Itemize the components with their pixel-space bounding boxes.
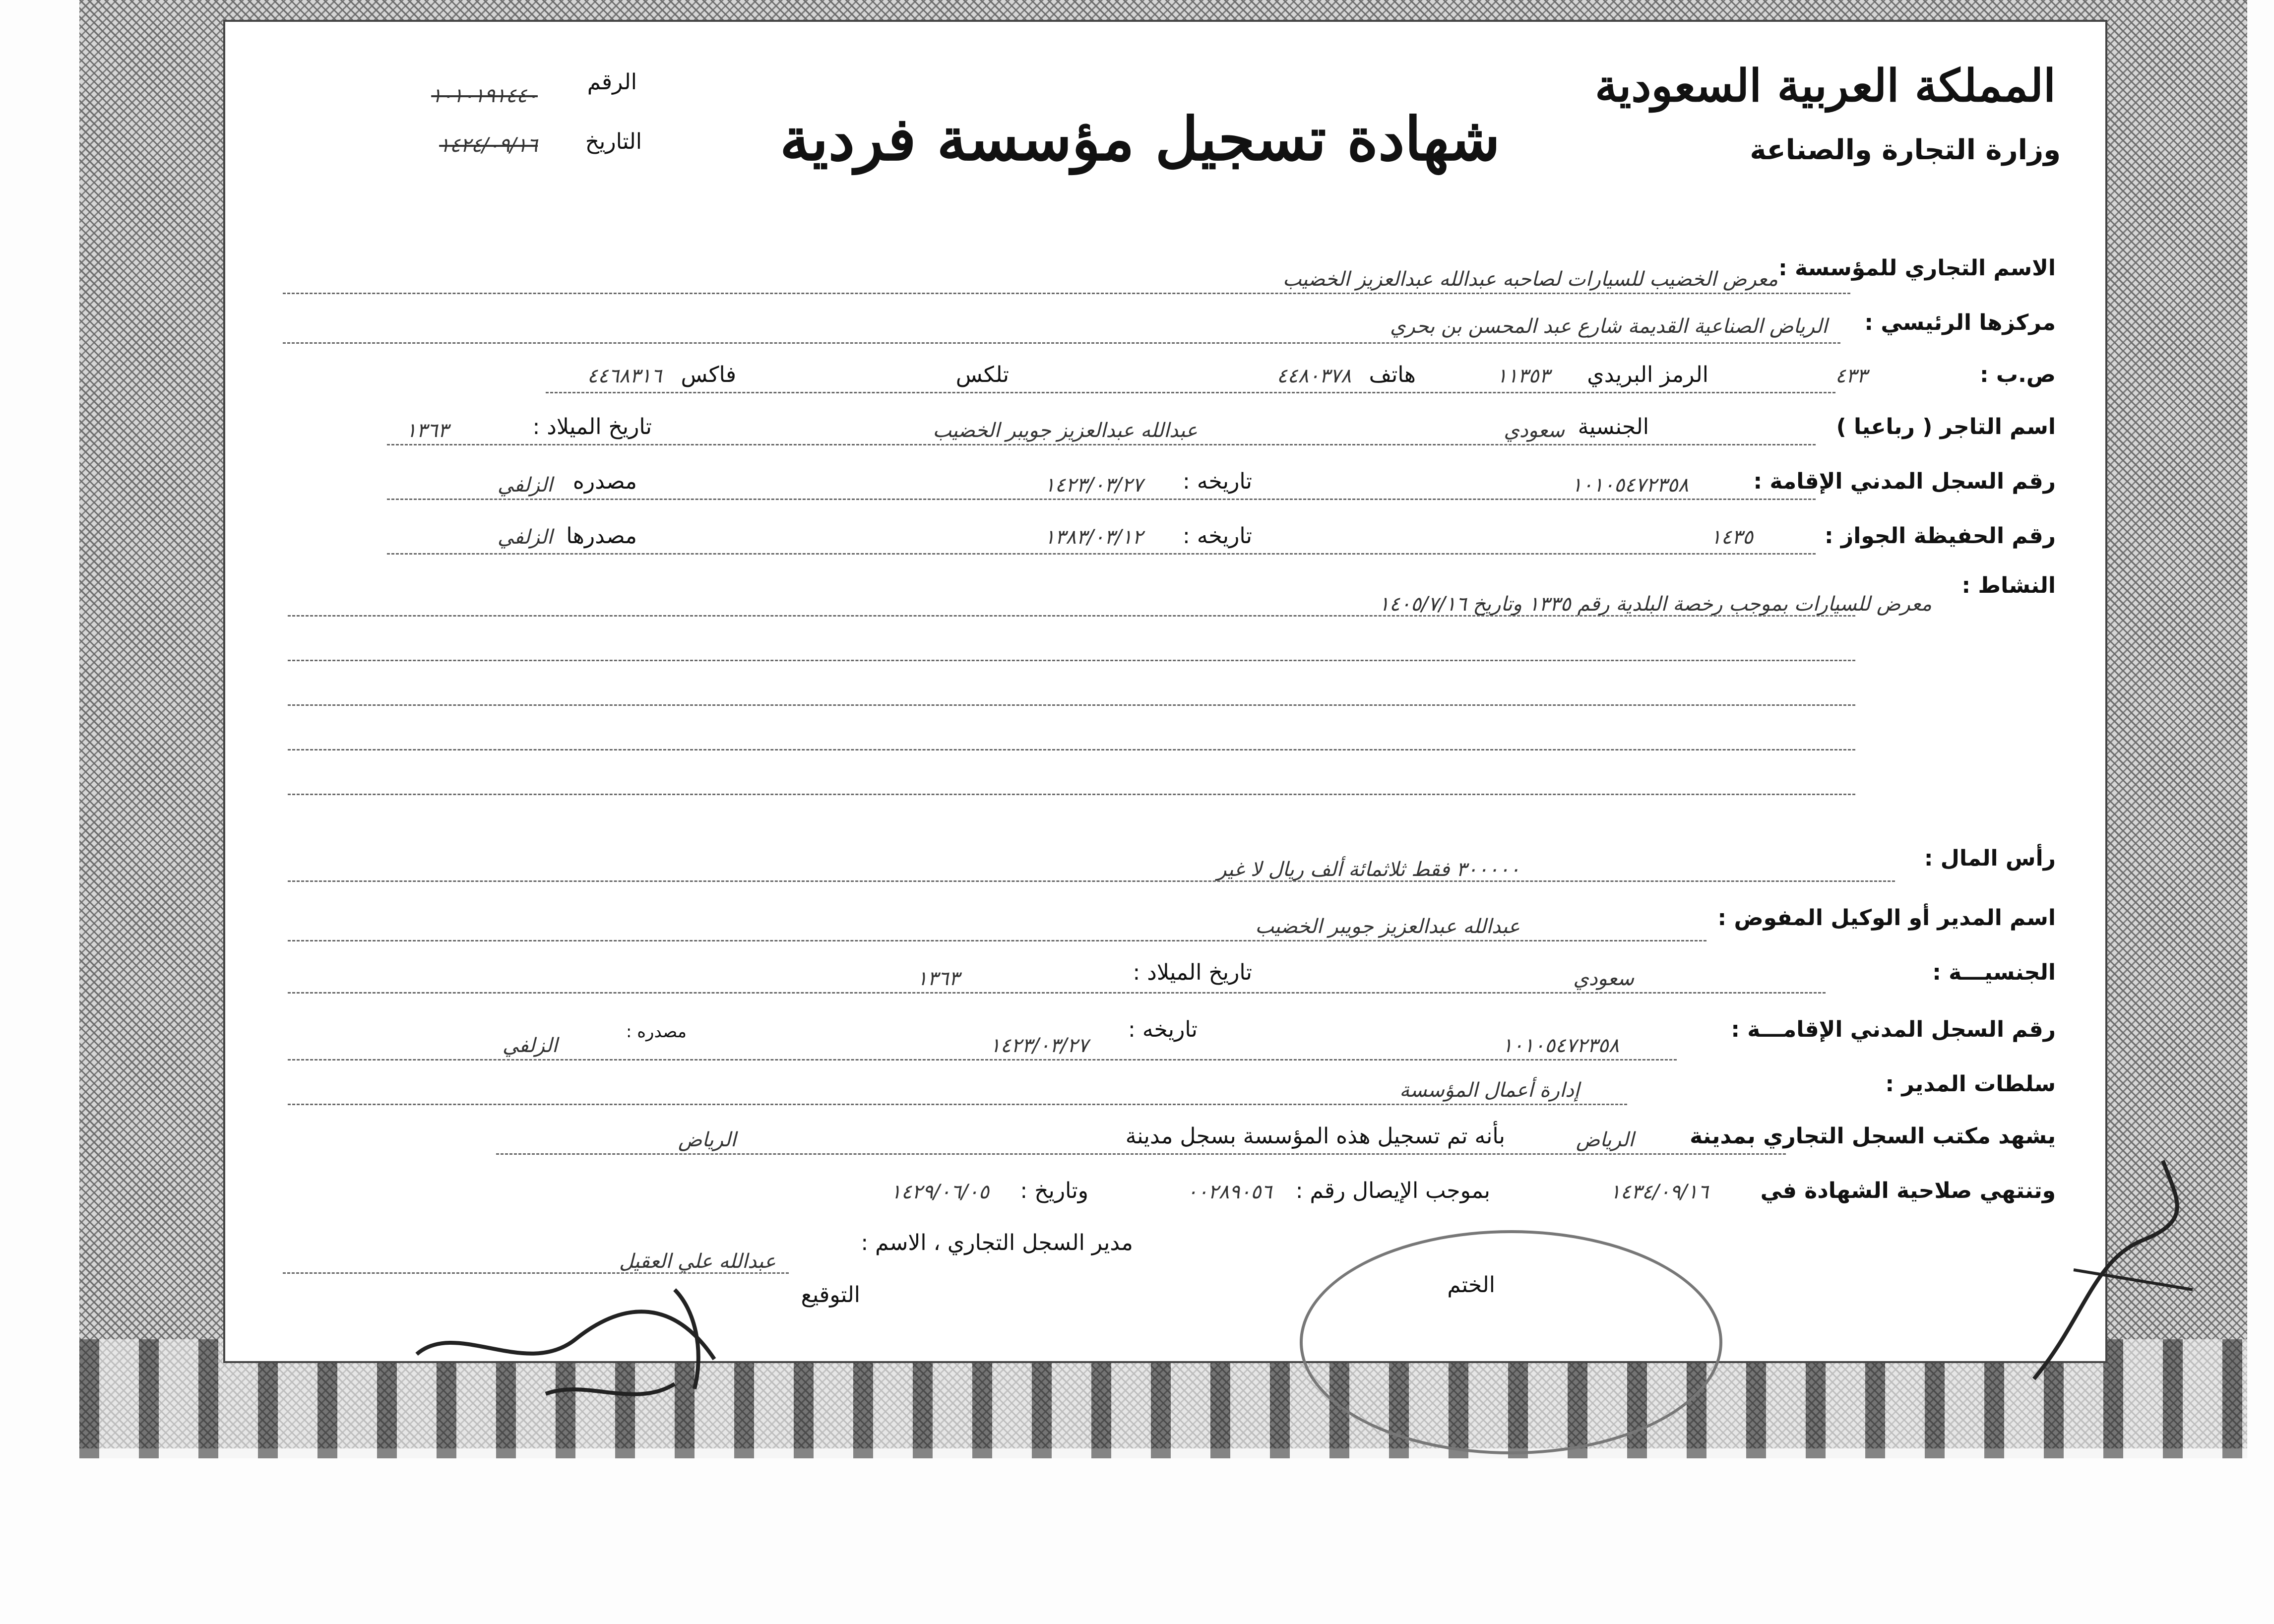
hq-label: مركزها الرئيسي : — [1864, 310, 2056, 335]
nationality-value: سعودي — [1504, 419, 1565, 442]
activity-line-1 — [288, 615, 1855, 617]
date-label: التاريخ — [585, 129, 642, 154]
m-civil-value: ١٠١٠٥٤٧٢٣٥٨ — [1502, 1034, 1619, 1057]
certify-line — [496, 1153, 1786, 1155]
wallet-source-value: الزلفي — [497, 526, 553, 549]
activity-value: معرض للسيارات بموجب رخصة البلدية رقم ١٣٣٥ وتاريخ ١٤٠٥/٧/١٦ — [1379, 593, 1932, 616]
wallet-line — [387, 553, 1816, 555]
receipt-date-label: وتاريخ : — [1020, 1178, 1088, 1203]
birth-value: ١٣٦٣ — [406, 419, 448, 442]
wallet-value: ١٤٣٥ — [1710, 526, 1753, 549]
civil-label: رقم السجل المدني الإقامة : — [1753, 469, 2056, 494]
birth-label: تاريخ الميلاد : — [532, 414, 652, 439]
activity-line-5 — [288, 794, 1855, 795]
civil-value: ١٠١٠٥٤٧٢٣٥٨ — [1571, 474, 1689, 497]
trade-name-value: معرض الخضيب للسيارات لصاحبه عبدالله عبدالعزيز الخضيب — [1282, 268, 1778, 291]
activity-label: النشاط : — [1961, 573, 2056, 598]
margin-signature — [2014, 1141, 2212, 1389]
merchant-label: اسم التاجر ( رباعيا ) — [1836, 414, 2056, 439]
certify-city-2: الرياض — [678, 1128, 736, 1151]
certify-city: الرياض — [1576, 1128, 1634, 1151]
m-nationality-label: الجنسيـــة : — [1932, 960, 2056, 985]
capital-value: ٣٠٠٠٠٠ فقط ثلاثمائة ألف ريال لا غير — [1217, 858, 1520, 881]
m-birth-label: تاريخ الميلاد : — [1133, 960, 1252, 985]
nationality-label: الجنسية — [1578, 414, 1649, 439]
fax-value: ٤٤٦٨٣١٦ — [587, 365, 662, 387]
merchant-value: عبدالله عبدالعزيز جويبر الخضيب — [933, 419, 1198, 442]
date-value: ١٤٢٤/٠٩/١٦ — [439, 134, 538, 157]
authority-line — [288, 1104, 1627, 1105]
m-civil-label: رقم السجل المدني الإقامـــة : — [1731, 1017, 2056, 1042]
registrar-value: عبدالله علي العقيل — [619, 1250, 776, 1273]
m-nationality-line — [288, 992, 1826, 994]
certify-middle: بأنه تم تسجيل هذه المؤسسة بسجل مدينة — [1125, 1124, 1505, 1149]
validity-date: ١٤٣٤/٠٩/١٦ — [1610, 1181, 1708, 1203]
telex-label: تلكس — [955, 362, 1009, 387]
civil-source-label: مصدره — [572, 469, 637, 494]
activity-line-3 — [288, 704, 1855, 706]
trade-name-label: الاسم التجاري للمؤسسة : — [1778, 255, 2056, 281]
postal-value: ١١٣٥٣ — [1496, 365, 1550, 387]
registrar-signature — [397, 1230, 843, 1438]
ministry-name: وزارة التجارة والصناعة — [1750, 134, 2061, 166]
civil-date-value: ١٤٢٣/٠٣/٢٧ — [1044, 474, 1143, 497]
registrar-label: مدير السجل التجاري ، الاسم : — [861, 1230, 1133, 1255]
merchant-line — [387, 444, 1816, 445]
activity-line-2 — [288, 660, 1855, 661]
authority-value: إدارة أعمال المؤسسة — [1399, 1079, 1579, 1102]
fax-label: فاكس — [681, 362, 736, 387]
trade-name-line — [283, 293, 1850, 294]
receipt-date-value: ١٤٢٩/٠٦/٠٥ — [890, 1181, 989, 1203]
authority-label: سلطات المدير : — [1885, 1071, 2056, 1097]
m-source-label: مصدره : — [626, 1022, 687, 1042]
manager-line — [288, 940, 1706, 941]
m-source-value: الزلفي — [502, 1034, 558, 1057]
m-civil-line — [288, 1059, 1677, 1061]
number-label: الرقم — [587, 69, 637, 95]
number-value: ١٠١٠١٩١٤٤٠ — [431, 84, 538, 107]
certificate-title: شهادة تسجيل مؤسسة فردية — [779, 104, 1500, 174]
hq-value: الرياض الصناعية القديمة شارع عبد المحسن بن بحري — [1390, 315, 1828, 338]
wallet-label: رقم الحفيظة الجواز : — [1825, 523, 2056, 549]
m-date-label: تاريخه : — [1128, 1017, 1198, 1042]
postal-label: الرمز البريدي — [1587, 362, 1708, 387]
civil-line — [387, 499, 1816, 500]
hq-line — [283, 342, 1840, 344]
receipt-label: بموجب الإيصال رقم : — [1295, 1178, 1490, 1203]
civil-source-value: الزلفي — [497, 474, 553, 497]
stamp-label: الختم — [1447, 1272, 1495, 1298]
pobox-value: ٤٣٣ — [1835, 365, 1867, 387]
signature-label: التوقيع — [801, 1282, 860, 1308]
wallet-date-value: ١٣٨٣/٠٣/١٢ — [1044, 526, 1143, 549]
manager-value: عبدالله عبدالعزيز جويبر الخضيب — [1255, 915, 1520, 938]
certificate-body — [223, 20, 2107, 1363]
kingdom-name: المملكة العربية السعودية — [1595, 60, 2056, 112]
activity-line-4 — [288, 749, 1855, 750]
manager-label: اسم المدير أو الوكيل المفوض : — [1717, 905, 2056, 931]
official-stamp — [1300, 1230, 1722, 1454]
wallet-date-label: تاريخه : — [1183, 523, 1252, 549]
capital-line — [288, 880, 1895, 882]
civil-date-label: تاريخه : — [1183, 469, 1252, 494]
m-nationality-value: سعودي — [1573, 967, 1634, 990]
contact-line — [546, 392, 1835, 393]
m-date-value: ١٤٢٣/٠٣/٢٧ — [990, 1034, 1088, 1057]
capital-label: رأس المال : — [1924, 846, 2056, 871]
validity-prefix: وتنتهي صلاحية الشهادة في — [1760, 1178, 2056, 1203]
phone-value: ٤٤٨٠٣٧٨ — [1276, 365, 1351, 387]
m-birth-value: ١٣٦٣ — [917, 967, 959, 990]
receipt-value: ٠٠٢٨٩٠٥٦ — [1187, 1181, 1272, 1203]
wallet-source-label: مصدرها — [566, 523, 637, 549]
phone-label: هاتف — [1369, 362, 1416, 387]
pobox-label: ص.ب : — [1979, 362, 2056, 387]
certify-prefix: يشهد مكتب السجل التجاري بمدينة — [1690, 1124, 2056, 1149]
